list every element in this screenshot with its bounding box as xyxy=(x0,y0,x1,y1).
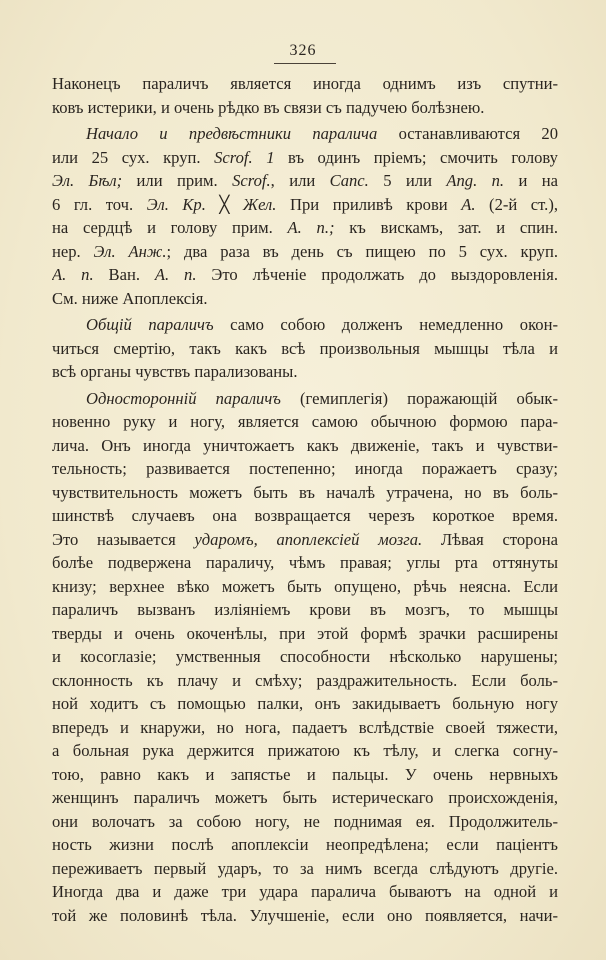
text-line xyxy=(52,504,558,528)
text-run: переживаетъ первый ударъ, то за нимъ всегда слѣдуютъ другіе. xyxy=(52,858,558,878)
text-line xyxy=(52,645,558,669)
text-line xyxy=(52,481,558,505)
text-run: 6 гл. точ. xyxy=(52,194,147,214)
text-line xyxy=(52,96,558,120)
text-line xyxy=(52,528,558,552)
italic-run: Ang. n. xyxy=(446,171,505,190)
text-run: лича. Онъ иногда уничтожаетъ какъ движеніе, такъ и чувстви- xyxy=(52,435,558,455)
text-line xyxy=(52,575,558,599)
text-run: той же половинѣ тѣла. Улучшеніе, если оно появляется, начи- xyxy=(52,905,558,925)
text-run: женщинъ параличъ можетъ быть истерическаго происхожденія, xyxy=(52,788,558,807)
text-run: ность жизни послѣ апоплексіи неопредѣлена; если паціентъ xyxy=(52,835,558,854)
text-run: новенно руку и ногу, является самою обычною формою пара- xyxy=(52,412,558,431)
text-line xyxy=(52,410,558,434)
italic-run: А. n. xyxy=(154,265,197,284)
text-line xyxy=(52,810,558,834)
text-run: впередъ и кнаружи, но нога, падаетъ вслѣдствіе своей тяжести, xyxy=(52,717,558,737)
text-line xyxy=(52,763,558,787)
text-line xyxy=(52,240,558,264)
text-run: Лѣвая сторона xyxy=(422,529,558,549)
paragraph xyxy=(52,72,558,119)
text-run: всѣ органы чувствъ парализованы. xyxy=(52,362,298,381)
text-run: они волочатъ за собою ногу, не поднимая ея. Продолжитель- xyxy=(52,811,558,831)
text-line xyxy=(52,313,558,337)
text-run: чувствительность можетъ быть въ началѣ утрачена, но въ боль- xyxy=(52,482,558,502)
text-line xyxy=(52,692,558,716)
text-line xyxy=(52,857,558,881)
text-run: (2-й ст.), xyxy=(475,194,558,214)
text-line xyxy=(52,337,558,361)
text-run: книзу; верхнее вѣко можетъ быть опущено, рѣчь неясна. Если xyxy=(52,576,558,596)
text-run: Это лѣченіе продолжать до выздоровленія. xyxy=(196,265,558,284)
text-line xyxy=(52,739,558,763)
text-line xyxy=(52,598,558,622)
text-run: останавливаются 20 xyxy=(377,124,558,143)
italic-run: Односторонній параличъ xyxy=(86,388,281,408)
italic-run: Scrof. xyxy=(232,171,271,190)
text-run: Ван. xyxy=(93,265,155,284)
text-run: или прим. xyxy=(122,171,233,190)
text-line xyxy=(52,263,558,287)
text-line xyxy=(52,880,558,904)
text-run: тверды и очень окоченѣлы, при этой формѣ зрачки расширены xyxy=(52,623,558,643)
italic-run: А. xyxy=(461,194,476,214)
text-line xyxy=(52,193,558,217)
text-line xyxy=(52,72,558,96)
text-run: , или xyxy=(270,171,330,190)
italic-run: ударомъ, апоплексіей мозга. xyxy=(194,529,423,549)
italic-run: Эл. Бѣл; xyxy=(52,171,123,190)
text-line xyxy=(52,457,558,481)
text-run: параличъ вызванъ изліяніемъ крови въ мозгъ, то мышцы xyxy=(52,600,558,619)
paragraph xyxy=(52,313,558,384)
text-run: ной ходитъ съ помощью палки, онъ закидываетъ больную ногу xyxy=(52,694,558,713)
text-line xyxy=(52,287,558,311)
text-run: Это называется xyxy=(52,529,195,549)
text-line xyxy=(52,551,558,575)
body-text xyxy=(52,72,558,927)
text-line xyxy=(52,833,558,857)
text-line xyxy=(52,146,558,170)
italic-run: Scrof. 1 xyxy=(214,147,275,167)
text-run: къ вискамъ, зат. и спин. xyxy=(334,218,558,237)
text-run: болѣе подвержена параличу, чѣмъ правая; углы рта оттянуты xyxy=(52,553,558,572)
text-line xyxy=(52,169,558,193)
text-run: шинствѣ случаевъ она возвращается черезъ короткое время. xyxy=(52,506,558,525)
text-run: См. ниже Апоплексія. xyxy=(52,288,208,308)
italic-run: Эл. Кр. ╳ Жел. xyxy=(146,194,277,214)
text-run: склонность къ плачу и смѣху; раздражительность. Если боль- xyxy=(52,670,558,690)
text-run: При приливѣ крови xyxy=(276,194,462,214)
header-rule xyxy=(274,63,336,64)
italic-run: Эл. Анж. xyxy=(93,241,167,261)
text-run: въ одинъ пріемъ; смочить голову xyxy=(274,147,558,167)
text-run: на сердцѣ и голову прим. xyxy=(52,218,288,237)
text-line xyxy=(52,904,558,928)
paragraph xyxy=(52,122,558,310)
text-line xyxy=(52,387,558,411)
text-line xyxy=(52,434,558,458)
text-run: Иногда два и даже три удара паралича бываютъ на одной и xyxy=(52,882,558,901)
text-run: и косоглазіе; умственныя способности нѣсколько нарушены; xyxy=(52,647,558,666)
paragraph xyxy=(52,387,558,928)
text-line xyxy=(52,216,558,240)
text-run: читься смертію, такъ какъ всѣ произвольныя мышцы тѣла и xyxy=(52,338,558,358)
text-run: ; два раза въ день съ пищею по 5 сух. круп. xyxy=(166,241,558,261)
text-run: (гемиплегія) поражающій обык- xyxy=(280,388,558,408)
text-run: ковъ истерики, и очень рѣдко въ связи съ падучею болѣзнею. xyxy=(52,97,485,117)
italic-run: Общій параличъ xyxy=(86,315,214,334)
text-line xyxy=(52,716,558,740)
italic-run: А. n.; xyxy=(287,218,335,237)
text-line xyxy=(52,122,558,146)
text-run: тельность; развивается постепенно; иногда поражаетъ сразу; xyxy=(52,459,558,478)
text-run: нер. xyxy=(52,241,94,261)
text-run: Наконецъ параличъ является иногда однимъ изъ спутни- xyxy=(52,74,558,93)
text-line xyxy=(52,669,558,693)
italic-run: Canc. xyxy=(329,171,369,190)
text-line xyxy=(52,622,558,646)
page-number: 326 xyxy=(289,42,317,59)
text-line xyxy=(52,360,558,384)
text-run: 5 или xyxy=(368,171,447,190)
text-run: тою, равно какъ и запястье и пальцы. У очень нервныхъ xyxy=(52,764,558,784)
text-line xyxy=(52,786,558,810)
italic-run: А. n. xyxy=(52,265,94,284)
text-run: а больная рука держится прижатою къ тѣлу, и слегка согну- xyxy=(52,741,558,760)
text-run: и на xyxy=(504,171,558,190)
italic-run: Начало и предвѣстники паралича xyxy=(86,124,378,143)
text-run: или 25 сух. круп. xyxy=(52,147,215,167)
text-run: само собою долженъ немедленно окон- xyxy=(213,315,558,334)
